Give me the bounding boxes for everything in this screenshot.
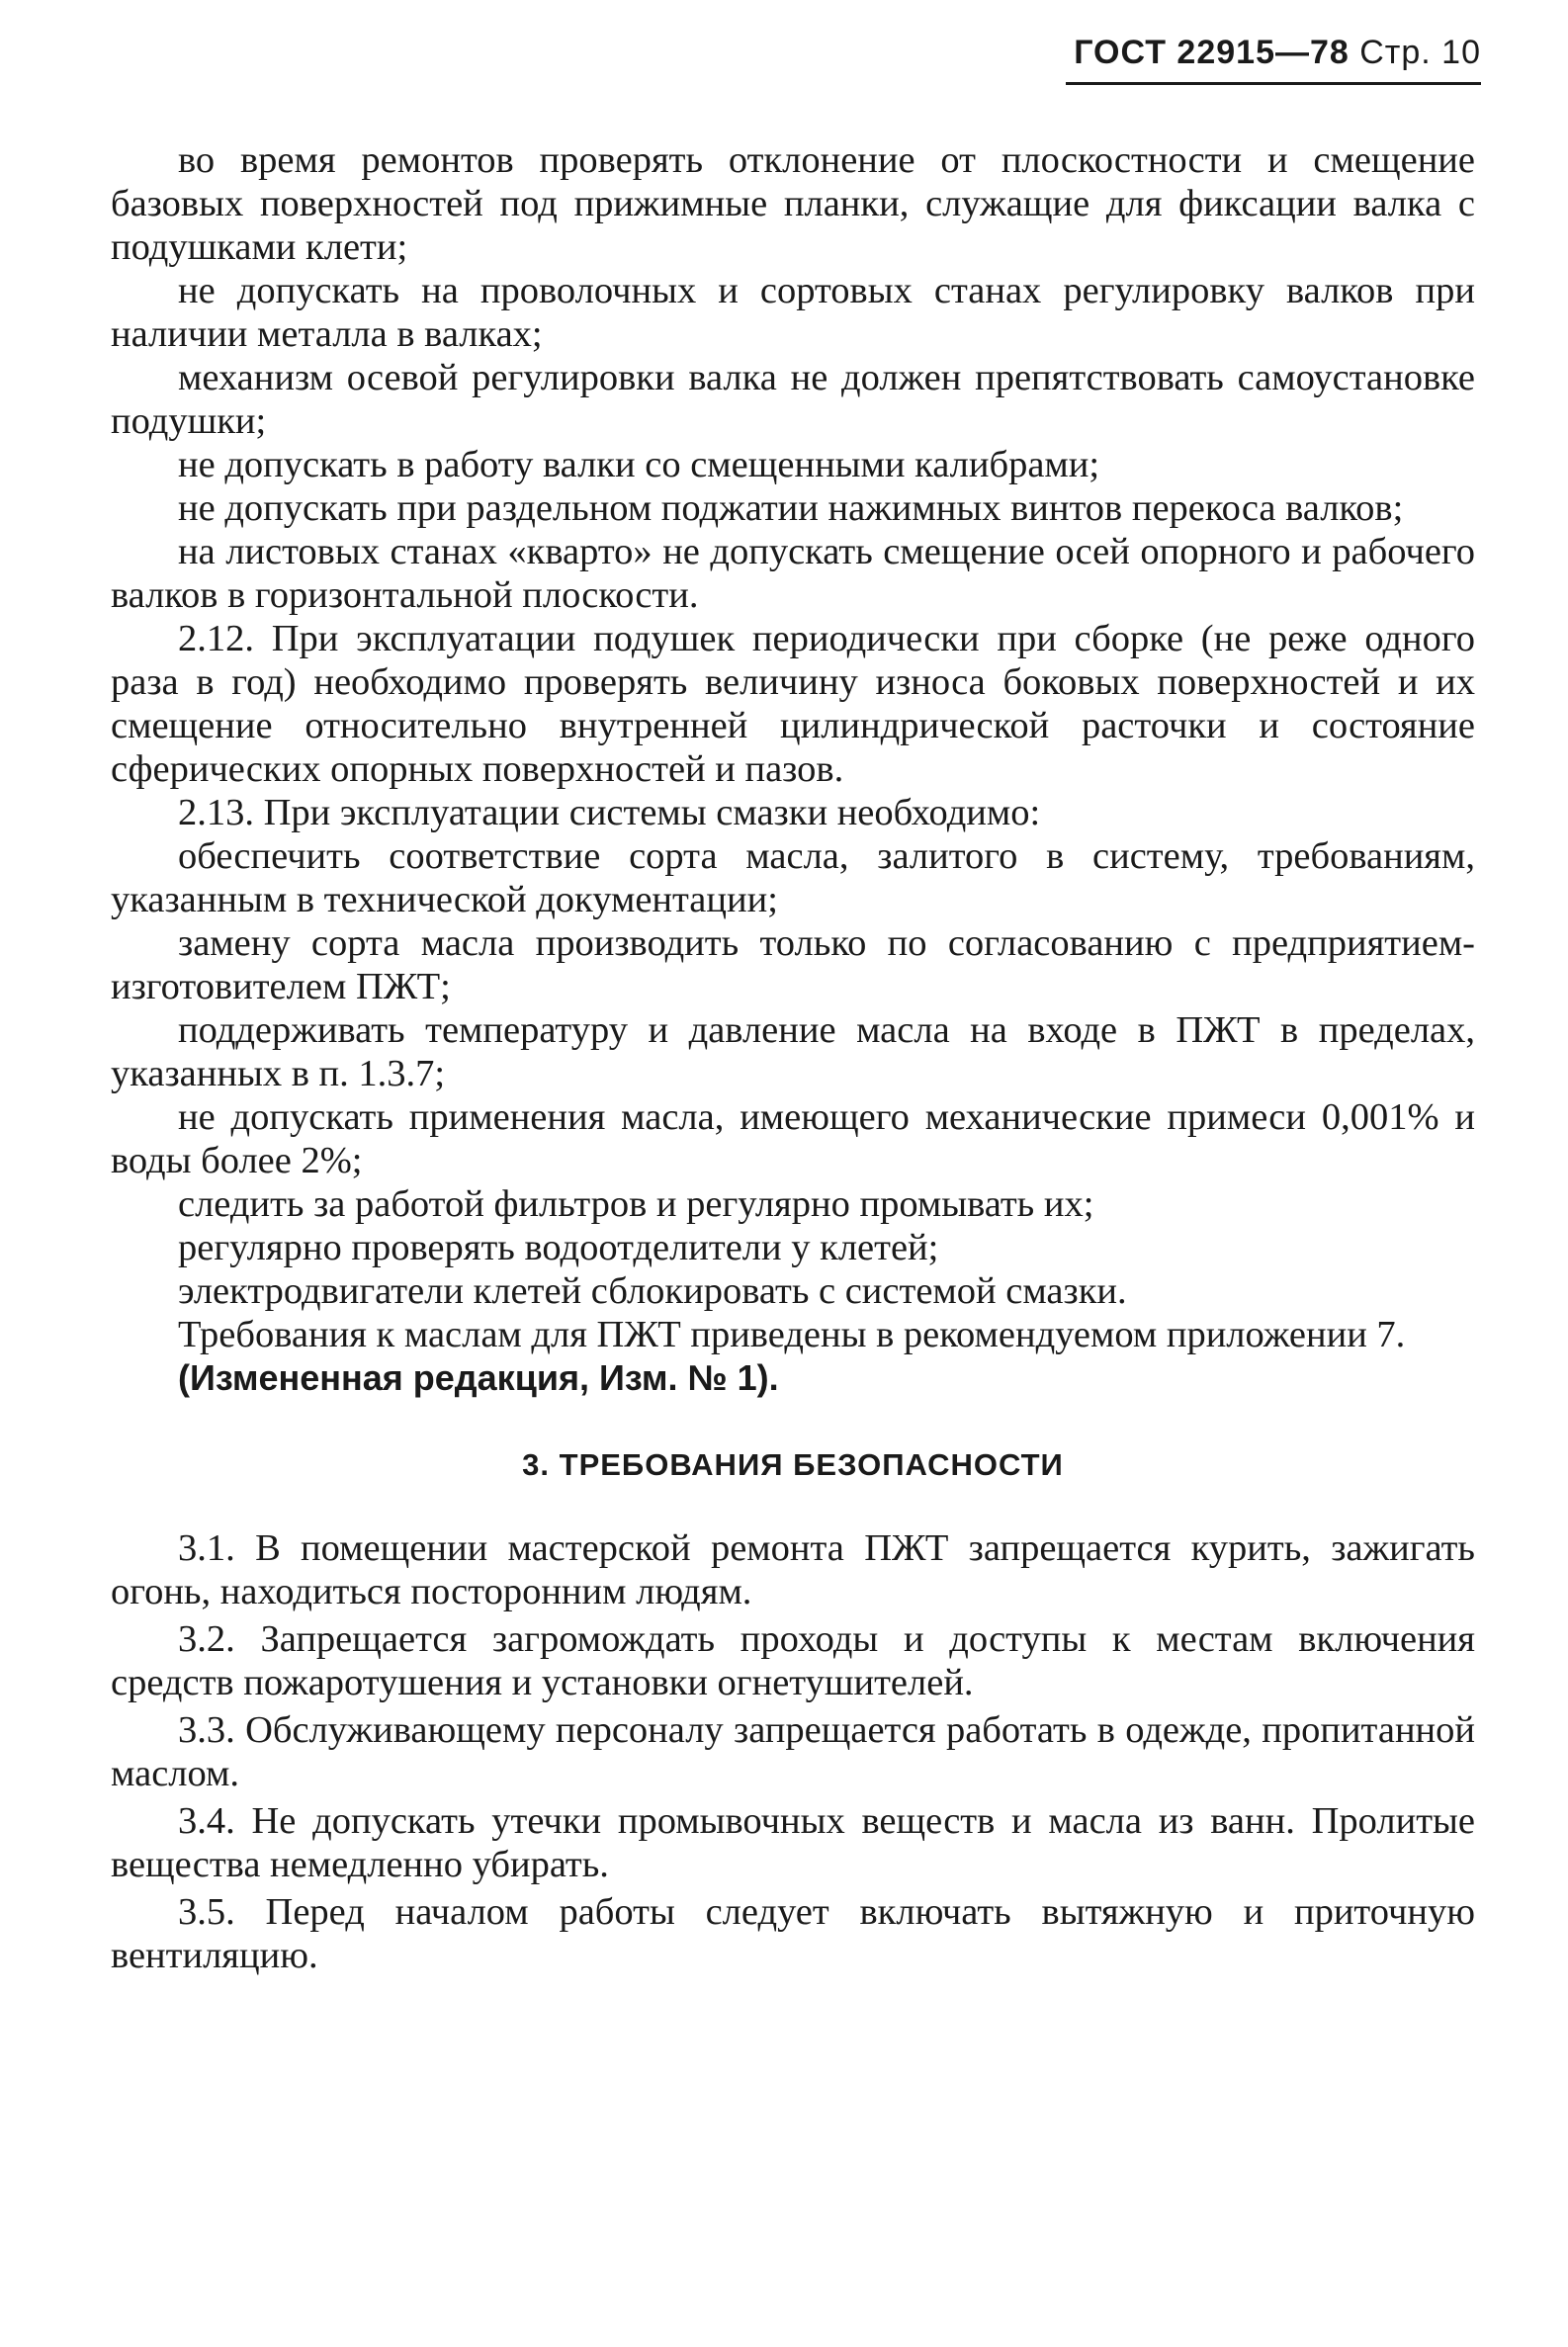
standard-number: ГОСТ 22915—78 <box>1074 34 1350 71</box>
document-body <box>111 138 1475 1981</box>
paragraph: электродвигатели клетей сблокировать с системой смазки. <box>178 1270 1127 1312</box>
clause-3-3: 3.3. Обслуживающему персоналу запрещается работать в одежде, пропитанной маслом. <box>111 1709 1475 1794</box>
clause-3-4: 3.4. Не допускать утечки промывочных веществ и масла из ванн. Пролитые вещества немедленно убирать. <box>111 1800 1475 1885</box>
paragraph: поддерживать температуру и давление масла на входе в ПЖТ в пределах, указанных в п. 1.3.7; <box>111 1009 1475 1094</box>
paragraph: не допускать в работу валки со смещенными калибрами; <box>178 444 1100 485</box>
section-3 <box>111 1526 1475 1977</box>
section-3-title: 3. ТРЕБОВАНИЯ БЕЗОПАСНОСТИ <box>522 1447 1064 1482</box>
clause-2-12: 2.12. При эксплуатации подушек периодически при сборке (не реже одного раза в год) необходимо проверять величину износа боковых поверхностей и их смещение относительно внутренней цилиндрической расточки и состояние сферических опорных поверхностей и пазов. <box>111 618 1475 790</box>
paragraph: не допускать применения масла, имеющего механические примеси 0,001% и воды более 2%; <box>111 1096 1475 1181</box>
paragraph: следить за работой фильтров и регулярно промывать их; <box>178 1183 1094 1225</box>
page-number: Стр. 10 <box>1359 34 1481 71</box>
paragraph: Требования к маслам для ПЖТ приведены в рекомендуемом приложении 7. <box>178 1314 1406 1355</box>
paragraph: регулярно проверять водоотделители у клетей; <box>178 1227 939 1268</box>
paragraph: не допускать при раздельном поджатии нажимных винтов перекоса валков; <box>178 487 1404 529</box>
clause-3-1: 3.1. В помещении мастерской ремонта ПЖТ запрещается курить, зажигать огонь, находиться посторонним людям. <box>111 1527 1475 1612</box>
paragraph: во время ремонтов проверять отклонение от плоскостности и смещение базовых поверхностей под прижимные планки, служащие для фиксации валка с подушками клети; <box>111 139 1475 268</box>
paragraph: на листовых станах «кварто» не допускать смещение осей опорного и рабочего валков в горизонтальной плоскости. <box>111 531 1475 616</box>
page-header <box>1066 34 1481 85</box>
section-2-continuation <box>111 138 1475 1400</box>
clause-3-5: 3.5. Перед началом работы следует включать вытяжную и приточную вентиляцию. <box>111 1891 1475 1976</box>
paragraph: обеспечить соответствие сорта масла, залитого в систему, требованиям, указанным в технической документации; <box>111 835 1475 920</box>
clause-3-2: 3.2. Запрещается загромождать проходы и доступы к местам включения средств пожаротушения и установки огнетушителей. <box>111 1618 1475 1703</box>
clause-2-13: 2.13. При эксплуатации системы смазки необходимо: <box>178 792 1041 833</box>
paragraph: не допускать на проволочных и сортовых станах регулировку валков при наличии металла в валках; <box>111 270 1475 355</box>
amendment-note: (Измененная редакция, Изм. № 1). <box>178 1357 779 1398</box>
paragraph: замену сорта масла производить только по согласованию с предприятием-изготовителем ПЖТ; <box>111 922 1475 1007</box>
paragraph: механизм осевой регулировки валка не должен препятствовать самоустановке подушки; <box>111 357 1475 442</box>
